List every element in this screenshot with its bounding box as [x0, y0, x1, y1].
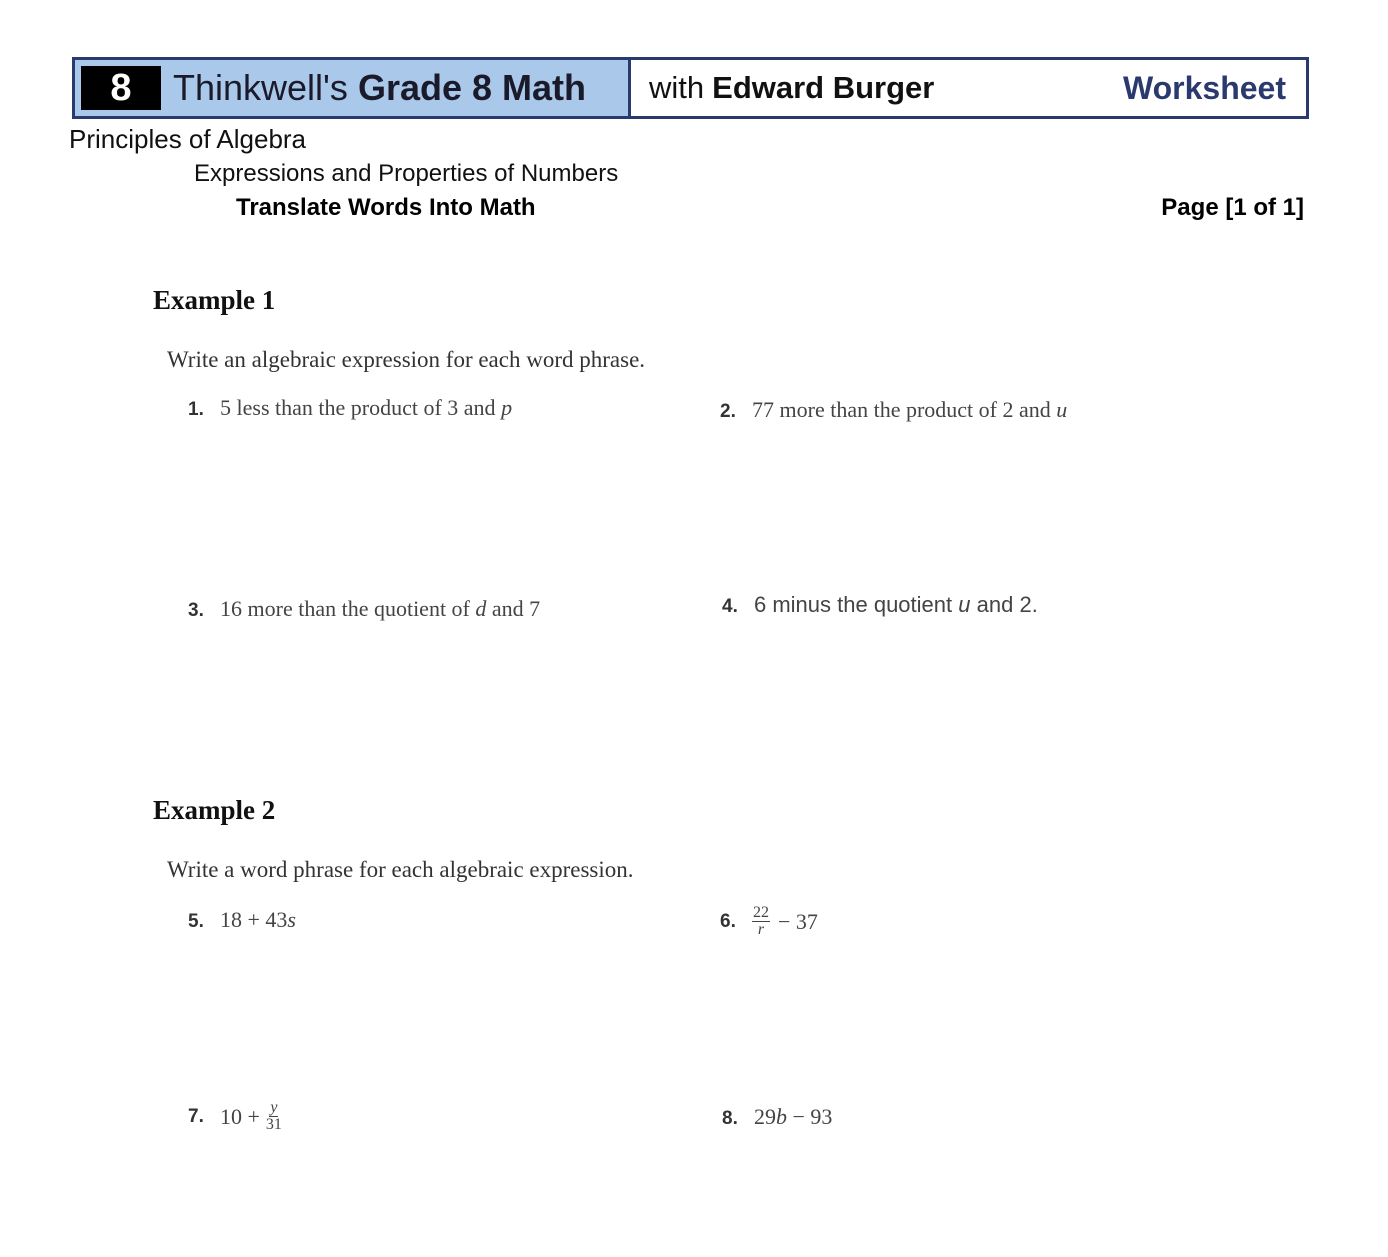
- breadcrumb-lesson: Translate Words Into Math: [236, 194, 536, 221]
- course-title-main: Grade 8 Math: [357, 67, 586, 108]
- problem-number: 2.: [720, 401, 736, 422]
- author-credit: [649, 60, 934, 116]
- problem-text: [754, 592, 1038, 618]
- expression-term: 29: [754, 1104, 776, 1129]
- problem-phrase: 16 more than the quotient of: [220, 596, 470, 621]
- problem-8: [722, 1104, 832, 1130]
- fraction-numerator: 22: [753, 904, 769, 921]
- problem-number: 6.: [720, 910, 736, 932]
- problem-2: [720, 397, 1067, 423]
- problem-expression: [754, 1104, 832, 1130]
- problem-phrase-end: and 7: [491, 596, 541, 621]
- problem-expression: [752, 905, 818, 938]
- breadcrumb-unit: Principles of Algebra: [69, 124, 307, 154]
- problem-number: 4.: [722, 596, 738, 617]
- problem-number: 8.: [722, 1108, 738, 1129]
- fraction: [266, 1100, 282, 1133]
- problem-phrase: 5 less than the product of 3 and: [220, 395, 496, 420]
- worksheet-banner: [72, 57, 1309, 119]
- problem-number: 1.: [188, 399, 204, 420]
- problem-4: [722, 592, 1038, 618]
- problem-phrase: 6 minus the quotient: [754, 592, 953, 617]
- problem-number: 7.: [188, 1105, 204, 1127]
- problem-variable: u: [958, 592, 971, 617]
- banner-title-panel: [75, 60, 631, 116]
- expression-term: 10 +: [220, 1103, 260, 1129]
- problem-7: [188, 1100, 286, 1133]
- breadcrumb-chapter: Expressions and Properties of Numbers: [194, 160, 619, 187]
- fraction-numerator: y: [270, 1099, 278, 1116]
- fraction: [752, 905, 770, 938]
- problem-text: [220, 596, 540, 622]
- with-label: with: [649, 70, 705, 105]
- problem-variable: b: [776, 1104, 787, 1129]
- problem-variable: s: [287, 907, 296, 932]
- problem-number: 3.: [188, 600, 204, 621]
- problem-6: [720, 905, 818, 938]
- example-2-instruction: Write a word phrase for each algebraic expression.: [167, 857, 634, 882]
- problem-text: [220, 395, 512, 421]
- example-1-heading: Example 1: [153, 285, 276, 315]
- problem-variable: p: [501, 395, 513, 420]
- fraction-denominator: 31: [265, 1116, 282, 1133]
- page-indicator: Page [1 of 1]: [1161, 194, 1304, 221]
- expression-term: − 93: [792, 1104, 833, 1129]
- example-1-instruction: Write an algebraic expression for each word phrase.: [167, 347, 646, 372]
- problem-variable: d: [475, 596, 487, 621]
- problem-number: 5.: [188, 911, 204, 932]
- course-title: [173, 67, 586, 109]
- problem-phrase: 77 more than the product of 2 and: [752, 397, 1051, 422]
- problem-5: [188, 907, 296, 933]
- problem-text: [752, 397, 1067, 423]
- problem-3: [188, 596, 540, 622]
- problem-phrase-end: and 2.: [976, 592, 1038, 617]
- problem-1: [188, 395, 512, 421]
- course-title-prefix: Thinkwell's: [173, 67, 348, 108]
- problem-variable: u: [1056, 397, 1068, 422]
- author-name: Edward Burger: [712, 70, 935, 105]
- problem-expression: [220, 1100, 286, 1133]
- expression-term: 18 + 43: [220, 907, 288, 932]
- doc-type-label: Worksheet: [1122, 69, 1286, 106]
- fraction-denominator: r: [757, 921, 765, 938]
- example-2-heading: Example 2: [153, 795, 276, 825]
- grade-badge: 8: [81, 66, 161, 110]
- expression-term: − 37: [778, 908, 818, 934]
- problem-expression: [220, 907, 296, 933]
